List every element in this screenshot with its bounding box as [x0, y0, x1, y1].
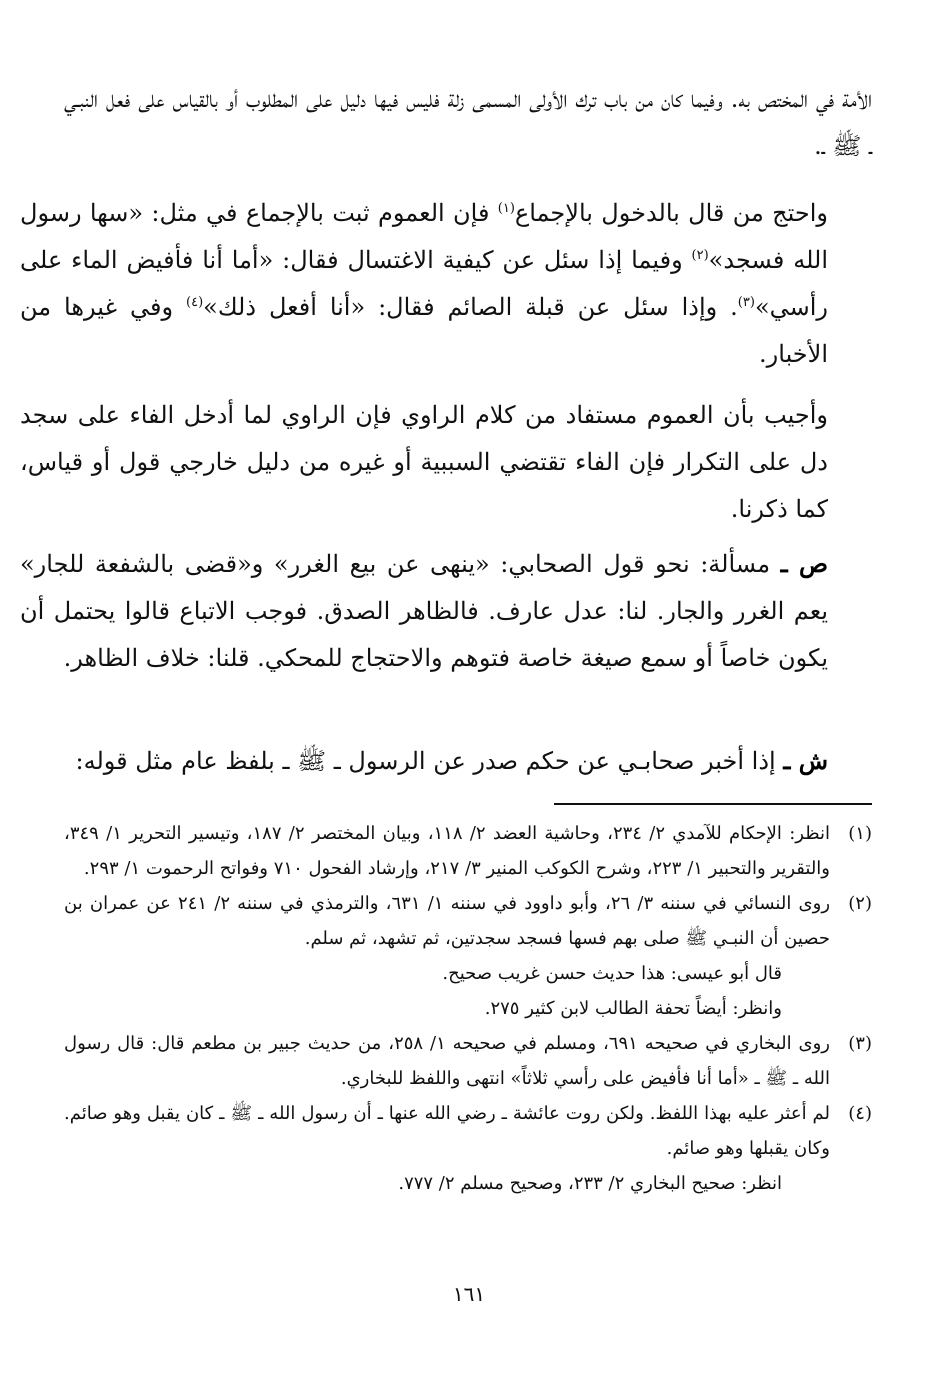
section-matn-marker: ص ـ — [780, 549, 828, 578]
footnote-ref-3[interactable]: (٣) — [737, 295, 755, 310]
footnote-text: روى النسائي في سننه ٣/ ٢٦، وأبو داوود في سننه ١/ ٦٣١، والترمذي في سننه ٢/ ٢٤١ عن عمران بن حصين أن النبـي ﷺ صلى بهم فسها فسجد سجدتين، ثم تشهد، ثم سلم. — [64, 893, 831, 949]
paragraph-response: وأجيب بأن العموم مستفاد من كلام الراوي فإن الراوي لما أدخل الفاء على سجد دل على التكرار فإن الفاء تقتضي السببية أو غيره من دليل خارجي قول أو قياس، كما ذكرنا. — [20, 401, 828, 523]
footnote-text: روى البخاري في صحيحه ٦٩١، ومسلم في صحيحه ١/ ٢٥٨، من حديث جبير بن مطعم قال: قال رسول الله ـ ﷺ ـ «أما أنا فأفيض على رأسي ثلاثاً» انتهى واللفظ للبخاري. — [64, 1033, 830, 1089]
footnote-text: لم أعثر عليه بهذا اللفظ. ولكن روت عائشة ـ رضي الله عنها ـ أن رسول الله ـ ﷺ ـ كان يقبل وهو صائم. وكان يقبلها وهو صائم. — [64, 1103, 830, 1159]
footnote-number: (١) — [848, 823, 872, 844]
footnote-2-remark: قال أبو عيسى: هذا حديث حسن غريب صحيح. — [442, 963, 782, 984]
footnotes — [64, 816, 872, 1201]
footnote-2-see-also: وانظر: أيضاً تحفة الطالب لابن كثير ٢٧٥. — [484, 998, 782, 1019]
paragraph-argument — [20, 190, 872, 378]
paragraph-argument-text-2: فإن العموم ثبت بالإجماع في مثل: «سها رسول الله فسجد» — [20, 199, 828, 274]
paragraph-argument-text-1: واحتج من قال بالدخول بالإجماع — [514, 199, 829, 227]
section-matn-text: مسألة: نحو قول الصحابي: «ينهى عن بيع الغرر» و«قضى بالشفعة للجار» يعم الغرر والجار. لنا: عدل عارف. فالظاهر الصدق. فوجب الاتباع قالوا يحتمل أن يكون خاصاً أو سمع صيغة خاصة فتوهم والاحتجاج للمحكي. قلنا: خلاف الظاهر. — [20, 550, 828, 672]
section-matn — [20, 540, 872, 682]
paragraph-continuation: الأمة في المختص به. وفيما كان من باب ترك الأولى المسمى زلة فليس فيها دليل على المطلوب أو بالقياس على فعل النبـي ـ ﷺ ـ. — [64, 85, 872, 160]
footnote-divider — [554, 803, 872, 805]
footnote-3 — [64, 1026, 872, 1096]
footnote-2 — [64, 886, 872, 956]
footnote-number: (٣) — [848, 1033, 872, 1054]
footnote-number: (٢) — [848, 893, 872, 914]
section-sharh — [20, 737, 872, 785]
footnote-4 — [64, 1096, 872, 1166]
page-number: ١٦١ — [452, 1282, 486, 1306]
section-sharh-text: إذا أخبر صحابـي عن حكم صدر عن الرسول ـ ﷺ ـ بلفظ عام مثل قوله: — [75, 747, 784, 775]
paragraph-argument-text-5: وفي غيرها من الأخبار. — [20, 293, 828, 368]
footnote-ref-1[interactable]: (١) — [497, 201, 515, 216]
footnote-ref-4[interactable]: (٤) — [186, 295, 204, 310]
footnote-4-see-also: انظر: صحيح البخاري ٢/ ٢٣٣، وصحيح مسلم ٢/ ٧٧٧. — [398, 1173, 782, 1194]
footnote-text: انظر: الإحكام للآمدي ٢/ ٢٣٤، وحاشية العضد ٢/ ١١٨، وبيان المختصر ٢/ ١٨٧، وتيسير التحرير ١/ ٣٤٩، والتقرير والتحبير ١/ ٢٢٣، وشرح الكوكب المنير ٣/ ٢١٧، وإرشاد الفحول ٧١٠ وفواتح الرحموت ١/ ٢٩٣. — [64, 823, 830, 879]
paragraph-argument-text-4: . وإذا سئل عن قبلة الصائم فقال: «أنا أفعل ذلك» — [203, 293, 738, 321]
section-sharh-marker: ش ـ — [783, 746, 828, 775]
footnote-1 — [64, 816, 872, 886]
footnote-number: (٤) — [848, 1103, 872, 1124]
footnote-ref-2[interactable]: (٢) — [691, 248, 709, 263]
paragraph-argument-text-3: وفيما إذا سئل عن كيفية الاغتسال فقال: «أما أنا فأفيض الماء على رأسي» — [20, 246, 828, 321]
